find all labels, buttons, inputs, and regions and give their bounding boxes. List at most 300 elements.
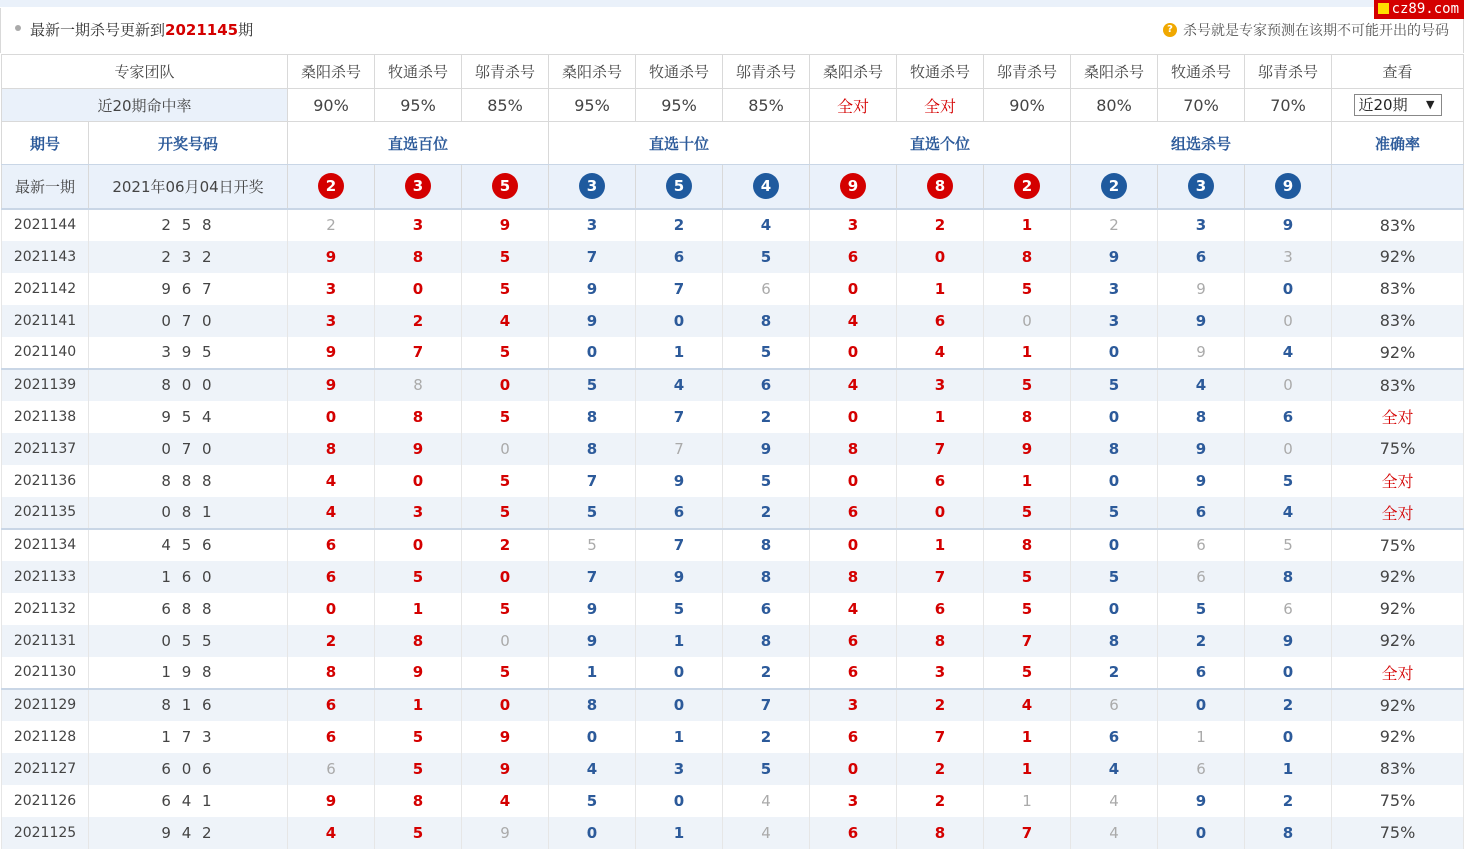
kill-number: 0	[1283, 376, 1293, 394]
kill-cell	[462, 337, 549, 369]
kill-number: 6	[673, 247, 685, 266]
draw-numbers-cell: 0 7 0	[89, 305, 288, 337]
kill-number: 9	[499, 216, 511, 234]
kill-number: 7	[1021, 631, 1033, 650]
kill-cell	[549, 465, 636, 497]
kill-cell	[723, 273, 810, 305]
kill-cell	[897, 305, 984, 337]
kill-number: 0	[586, 343, 598, 361]
kill-number: 3	[934, 376, 946, 394]
kill-number: 4	[760, 216, 772, 234]
kill-cell	[1245, 465, 1332, 497]
kill-number: 2	[934, 216, 946, 234]
kill-number: 3	[847, 216, 859, 234]
kill-cell	[462, 785, 549, 817]
kill-cell	[723, 369, 810, 401]
expert-name: 邬青杀号	[984, 55, 1071, 89]
kill-cell	[375, 721, 462, 753]
kill-number: 4	[325, 503, 337, 521]
kill-cell	[897, 657, 984, 689]
kill-ball: 3	[579, 173, 605, 199]
dropdown-arrow-icon: ▼	[1426, 98, 1435, 111]
accuracy-cell: 全对	[1332, 657, 1464, 689]
kill-number: 1	[673, 727, 685, 746]
kill-number: 6	[847, 663, 859, 681]
kill-number: 0	[500, 631, 510, 650]
kill-number: 9	[1196, 279, 1206, 298]
kill-cell	[1245, 817, 1332, 849]
kill-cell	[288, 209, 375, 241]
kill-number: 8	[934, 631, 946, 650]
issue-cell: 2021137	[2, 433, 89, 465]
hit-rate-cell: 70%	[1245, 89, 1332, 122]
kill-number: 8	[760, 631, 772, 650]
kill-cell	[288, 817, 375, 849]
kill-cell	[636, 273, 723, 305]
expert-name: 邬青杀号	[723, 55, 810, 89]
kill-number: 8	[760, 311, 772, 330]
draw-numbers-cell: 0 5 5	[89, 625, 288, 657]
kill-cell	[636, 561, 723, 593]
kill-cell	[984, 465, 1071, 497]
kill-cell	[636, 721, 723, 753]
kill-number: 2	[760, 663, 772, 681]
kill-ball: 2	[1101, 173, 1127, 199]
kill-ball: 9	[1275, 173, 1301, 199]
kill-number: 8	[1108, 631, 1120, 650]
kill-number: 9	[325, 376, 337, 394]
kill-number: 5	[1021, 567, 1033, 586]
latest-kill-cell	[1245, 165, 1332, 209]
kill-cell	[897, 337, 984, 369]
kill-number: 7	[586, 471, 598, 490]
kill-number: 8	[934, 823, 946, 842]
kill-number: 9	[586, 599, 598, 618]
kill-number: 7	[674, 439, 684, 458]
kill-cell	[1158, 305, 1245, 337]
kill-number: 4	[1195, 376, 1207, 394]
kill-cell	[1245, 305, 1332, 337]
kill-cell	[1071, 401, 1158, 433]
kill-number: 4	[1108, 759, 1120, 778]
kill-number: 5	[586, 503, 598, 521]
kill-number: 0	[325, 599, 337, 618]
kill-cell	[288, 689, 375, 721]
kill-number: 8	[413, 376, 423, 394]
kill-number: 4	[499, 311, 511, 330]
kill-cell	[462, 497, 549, 529]
kill-cell	[288, 241, 375, 273]
kill-number: 6	[847, 727, 859, 746]
kill-cell	[462, 305, 549, 337]
kill-number: 0	[934, 503, 946, 521]
table-row	[2, 593, 1464, 625]
table-row	[2, 273, 1464, 305]
kill-number: 4	[1021, 696, 1033, 714]
draw-numbers-cell: 1 9 8	[89, 657, 288, 689]
kill-ball: 3	[1188, 173, 1214, 199]
kill-cell	[375, 817, 462, 849]
kill-number: 9	[760, 439, 772, 458]
draw-numbers-cell: 1 6 0	[89, 561, 288, 593]
kill-number: 6	[1108, 727, 1120, 746]
kill-number: 7	[934, 439, 946, 458]
kill-cell	[549, 657, 636, 689]
kill-number: 0	[1022, 311, 1032, 330]
kill-ball: 5	[492, 173, 518, 199]
latest-accuracy-cell	[1332, 165, 1464, 209]
kill-number: 6	[934, 311, 946, 330]
kill-cell	[462, 529, 549, 561]
kill-cell	[1071, 593, 1158, 625]
issue-cell: 2021132	[2, 593, 89, 625]
kill-cell	[810, 401, 897, 433]
table-row	[2, 465, 1464, 497]
kill-number: 4	[847, 599, 859, 618]
kill-number: 9	[1021, 439, 1033, 458]
kill-number: 0	[325, 407, 337, 426]
kill-cell	[1245, 689, 1332, 721]
draw-numbers-cell: 0 7 0	[89, 433, 288, 465]
kill-cell	[1158, 817, 1245, 849]
expert-name: 邬青杀号	[462, 55, 549, 89]
kill-number: 4	[847, 376, 859, 394]
issue-cell: 2021141	[2, 305, 89, 337]
kill-number: 4	[1282, 343, 1294, 361]
kill-number: 2	[934, 759, 946, 778]
latest-kill-cell	[1158, 165, 1245, 209]
kill-cell	[984, 401, 1071, 433]
kill-number: 0	[412, 471, 424, 490]
issue-cell: 2021139	[2, 369, 89, 401]
kill-number: 8	[586, 696, 598, 714]
kill-cell	[810, 337, 897, 369]
kill-number: 0	[586, 823, 598, 842]
kill-cell	[549, 337, 636, 369]
kill-number: 8	[760, 567, 772, 586]
kill-number: 0	[847, 759, 859, 778]
kill-cell	[375, 401, 462, 433]
kill-cell	[810, 657, 897, 689]
kill-number: 5	[499, 471, 511, 490]
kill-number: 5	[1108, 503, 1120, 521]
kill-cell	[1158, 529, 1245, 561]
kill-number: 3	[847, 791, 859, 810]
kill-number: 1	[1196, 727, 1206, 746]
kill-cell	[288, 625, 375, 657]
kill-number: 9	[1282, 216, 1294, 234]
kill-cell	[1245, 561, 1332, 593]
kill-number: 0	[847, 536, 859, 554]
kill-number: 9	[325, 791, 337, 810]
column-header-row	[2, 122, 1464, 165]
kill-cell	[375, 465, 462, 497]
kill-number: 6	[1195, 663, 1207, 681]
kill-number: 9	[325, 247, 337, 266]
kill-number: 0	[499, 376, 511, 394]
kill-cell	[1245, 625, 1332, 657]
kill-cell	[288, 433, 375, 465]
kill-number: 1	[1021, 216, 1033, 234]
table-row	[2, 209, 1464, 241]
kill-cell	[375, 497, 462, 529]
kill-cell	[636, 465, 723, 497]
kill-cell	[375, 433, 462, 465]
kill-cell	[897, 369, 984, 401]
kill-number: 3	[586, 216, 598, 234]
kill-cell	[549, 529, 636, 561]
kill-cell	[897, 497, 984, 529]
kill-number: 0	[934, 247, 946, 266]
kill-number: 2	[412, 311, 424, 330]
kill-number: 5	[673, 599, 685, 618]
kill-number: 4	[1109, 823, 1119, 842]
kill-cell	[1245, 593, 1332, 625]
kill-number: 0	[1195, 696, 1207, 714]
kill-cell	[1071, 337, 1158, 369]
kill-ball: 9	[840, 173, 866, 199]
kill-number: 0	[673, 311, 685, 330]
kill-number: 3	[325, 311, 337, 330]
kill-number: 2	[1109, 216, 1119, 234]
hit-rate-cell: 70%	[1158, 89, 1245, 122]
kill-number: 1	[934, 279, 946, 298]
experts-label: 专家团队	[2, 55, 288, 89]
kill-number: 1	[673, 631, 685, 650]
kill-cell	[462, 465, 549, 497]
kill-cell	[288, 785, 375, 817]
period-select[interactable]	[1354, 94, 1442, 116]
kill-number: 8	[1021, 536, 1033, 554]
kill-number: 6	[847, 823, 859, 842]
accuracy-cell: 75%	[1332, 817, 1464, 849]
kill-cell	[810, 593, 897, 625]
kill-number: 6	[847, 247, 859, 266]
issue-cell: 2021135	[2, 497, 89, 529]
kill-cell	[1071, 721, 1158, 753]
kill-cell	[462, 657, 549, 689]
kill-cell	[288, 721, 375, 753]
kill-cell	[897, 209, 984, 241]
kill-ball: 2	[318, 173, 344, 199]
kill-cell	[1158, 241, 1245, 273]
kill-number: 4	[1282, 503, 1294, 521]
kill-number: 8	[1195, 407, 1207, 426]
kill-cell	[897, 593, 984, 625]
kill-cell	[810, 625, 897, 657]
kill-number: 2	[499, 536, 511, 554]
kill-number: 2	[1282, 696, 1294, 714]
kill-ball: 3	[405, 173, 431, 199]
draw-numbers-cell: 9 5 4	[89, 401, 288, 433]
expert-name: 邬青杀号	[1245, 55, 1332, 89]
kill-cell	[810, 817, 897, 849]
kill-cell	[288, 273, 375, 305]
kill-cell	[549, 401, 636, 433]
kill-cell	[897, 401, 984, 433]
kill-number: 1	[934, 536, 946, 554]
kill-number: 8	[586, 439, 598, 458]
accuracy-header: 准确率	[1332, 122, 1464, 165]
kill-cell	[1245, 497, 1332, 529]
kill-cell	[375, 625, 462, 657]
kill-number: 7	[934, 567, 946, 586]
kill-number: 6	[1283, 599, 1293, 618]
kill-cell	[1245, 753, 1332, 785]
kill-number: 8	[1282, 823, 1294, 842]
kill-cell	[636, 401, 723, 433]
kill-number: 6	[325, 536, 337, 554]
period-select-cell	[1332, 89, 1464, 122]
expert-name: 牧通杀号	[897, 55, 984, 89]
draw-numbers-cell: 9 4 2	[89, 817, 288, 849]
kill-cell	[897, 785, 984, 817]
kill-cell	[723, 305, 810, 337]
kill-number: 6	[1282, 407, 1294, 426]
kill-number: 3	[673, 759, 685, 778]
kill-number: 6	[1196, 759, 1206, 778]
kill-cell	[549, 209, 636, 241]
kill-cell	[462, 817, 549, 849]
kill-number: 0	[1108, 343, 1120, 361]
kill-cell	[1158, 369, 1245, 401]
kill-cell	[1071, 529, 1158, 561]
kill-number: 9	[1108, 247, 1120, 266]
kill-cell	[375, 593, 462, 625]
latest-draw-date: 2021年06月04日开奖	[89, 165, 288, 209]
kill-number: 5	[1021, 599, 1033, 618]
kill-number: 9	[1196, 343, 1206, 361]
latest-kill-cell	[984, 165, 1071, 209]
kill-cell	[549, 241, 636, 273]
kill-number: 4	[761, 823, 771, 842]
table-row	[2, 337, 1464, 369]
group-header-units: 直选个位	[810, 122, 1071, 165]
experts-row	[2, 55, 1464, 89]
kill-number: 8	[1282, 567, 1294, 586]
kill-cell	[723, 209, 810, 241]
draw-header: 开奖号码	[89, 122, 288, 165]
kill-number: 5	[1283, 536, 1293, 554]
kill-cell	[1158, 465, 1245, 497]
kill-cell	[288, 497, 375, 529]
kill-cell	[462, 241, 549, 273]
kill-cell	[1158, 209, 1245, 241]
kill-cell	[375, 785, 462, 817]
kill-number: 6	[1196, 536, 1206, 554]
kill-number: 5	[412, 727, 424, 746]
kill-number: 0	[1282, 279, 1294, 298]
kill-cell	[1071, 689, 1158, 721]
accuracy-cell: 83%	[1332, 369, 1464, 401]
kill-cell	[375, 561, 462, 593]
kill-number: 0	[586, 727, 598, 746]
table-row	[2, 241, 1464, 273]
kill-number: 5	[499, 503, 511, 521]
kill-cell	[810, 497, 897, 529]
kill-cell	[636, 369, 723, 401]
kill-number: 8	[412, 631, 424, 650]
kill-number: 7	[412, 343, 424, 361]
accuracy-cell: 全对	[1332, 465, 1464, 497]
kill-cell	[984, 337, 1071, 369]
kill-number-table	[1, 54, 1464, 849]
draw-numbers-cell: 6 8 8	[89, 593, 288, 625]
draw-numbers-cell: 6 0 6	[89, 753, 288, 785]
kill-cell	[984, 689, 1071, 721]
issue-cell: 2021125	[2, 817, 89, 849]
kill-number: 8	[412, 407, 424, 426]
hit-rate-cell: 全对	[897, 89, 984, 122]
kill-cell	[984, 561, 1071, 593]
issue-cell: 2021126	[2, 785, 89, 817]
kill-number: 6	[1195, 247, 1207, 266]
kill-cell	[1158, 593, 1245, 625]
kill-cell	[723, 785, 810, 817]
kill-number: 2	[325, 631, 337, 650]
kill-number: 6	[847, 631, 859, 650]
kill-cell	[1071, 465, 1158, 497]
kill-cell	[723, 689, 810, 721]
accuracy-cell: 92%	[1332, 625, 1464, 657]
kill-number: 7	[934, 727, 946, 746]
kill-number: 6	[1109, 696, 1119, 714]
kill-number: 5	[760, 759, 772, 778]
table-row	[2, 305, 1464, 337]
kill-cell	[897, 817, 984, 849]
issue-cell: 2021136	[2, 465, 89, 497]
kill-number: 7	[673, 279, 685, 298]
kill-number: 8	[325, 439, 337, 458]
kill-number: 0	[1108, 407, 1120, 426]
kill-number: 5	[1195, 599, 1207, 618]
kill-number: 7	[673, 407, 685, 426]
kill-cell	[1245, 785, 1332, 817]
kill-cell	[723, 625, 810, 657]
kill-number: 2	[934, 791, 946, 810]
kill-number: 3	[1108, 279, 1120, 298]
kill-cell	[1071, 433, 1158, 465]
kill-number: 6	[847, 503, 859, 521]
kill-number: 9	[500, 823, 510, 842]
issue-cell: 2021133	[2, 561, 89, 593]
group-header-tens: 直选十位	[549, 122, 810, 165]
watermark-square-icon	[1378, 3, 1389, 14]
kill-number: 1	[1021, 471, 1033, 490]
kill-cell	[984, 625, 1071, 657]
kill-number: 8	[1108, 439, 1120, 458]
kill-cell	[897, 721, 984, 753]
kill-number: 5	[1108, 567, 1120, 586]
kill-cell	[1245, 209, 1332, 241]
table-row	[2, 753, 1464, 785]
kill-cell	[636, 625, 723, 657]
kill-cell	[462, 721, 549, 753]
kill-cell	[1245, 529, 1332, 561]
kill-number: 1	[412, 599, 424, 618]
accuracy-cell: 全对	[1332, 497, 1464, 529]
kill-cell	[1245, 273, 1332, 305]
kill-cell	[549, 497, 636, 529]
hit-rate-cell: 95%	[549, 89, 636, 122]
kill-cell	[1071, 657, 1158, 689]
kill-cell	[636, 785, 723, 817]
kill-number: 0	[499, 567, 511, 586]
issue-cell: 2021143	[2, 241, 89, 273]
kill-cell	[549, 305, 636, 337]
kill-number: 0	[1108, 471, 1120, 490]
latest-kill-cell	[549, 165, 636, 209]
